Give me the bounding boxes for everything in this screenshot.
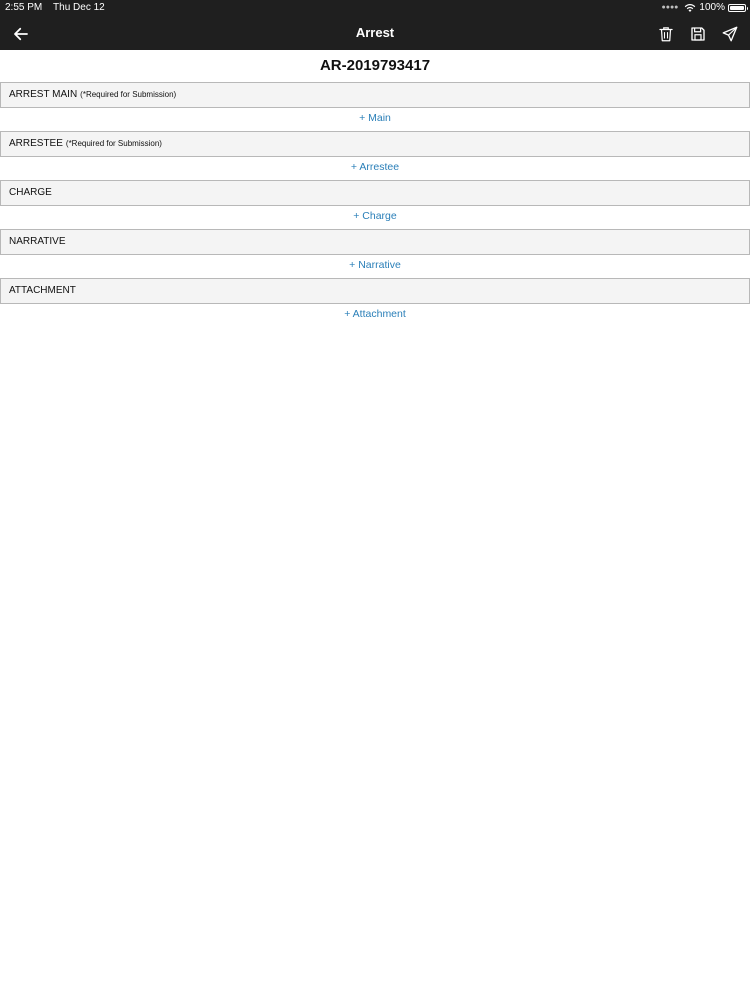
floppy-disk-icon	[689, 25, 707, 43]
section-title: NARRATIVE	[9, 236, 66, 247]
section-title: ATTACHMENT	[9, 285, 76, 296]
report-number: AR-2019793417	[319, 57, 431, 74]
delete-button[interactable]	[656, 24, 676, 44]
section-title: ARRESTEE	[9, 138, 63, 149]
add-attachment-link[interactable]: + Attachment	[344, 308, 406, 320]
trash-icon	[657, 25, 675, 43]
status-date: Thu Dec 12	[53, 2, 105, 13]
section-header[interactable]	[0, 131, 750, 157]
status-indicators	[662, 0, 747, 16]
status-time: 2:55 PM	[5, 2, 43, 13]
section-arrestee	[0, 131, 750, 180]
submit-button[interactable]	[720, 24, 740, 44]
battery-level	[730, 6, 744, 10]
status-bar	[0, 0, 750, 16]
save-button[interactable]	[688, 24, 708, 44]
section-charge	[0, 180, 750, 229]
wifi-icon	[684, 3, 696, 13]
add-charge-link[interactable]: + Charge	[353, 210, 397, 222]
section-attachment	[0, 278, 750, 327]
required-note: (*Required for Submission)	[65, 139, 162, 148]
section-title: ARREST MAIN	[9, 89, 78, 100]
required-note: (*Required for Submission)	[80, 90, 177, 99]
section-header[interactable]	[0, 82, 750, 108]
section-title: CHARGE	[9, 187, 52, 198]
section-arrest-main	[0, 82, 750, 131]
add-arrestee-link[interactable]: + Arrestee	[350, 161, 400, 173]
paper-plane-icon	[721, 25, 739, 43]
battery-percent: 100%	[699, 2, 725, 13]
page-title: Arrest	[355, 25, 395, 40]
battery-icon	[728, 4, 746, 12]
add-narrative-link[interactable]: + Narrative	[349, 259, 401, 271]
section-narrative	[0, 229, 750, 278]
navigation-bar	[0, 16, 750, 50]
report-sections	[0, 82, 750, 327]
section-header[interactable]	[0, 278, 750, 304]
status-time-date	[5, 0, 105, 16]
section-header[interactable]	[0, 229, 750, 255]
cellular-dots-icon: ●●●●	[661, 4, 679, 11]
section-header[interactable]	[0, 180, 750, 206]
add-main-link[interactable]: + Main	[359, 112, 391, 124]
